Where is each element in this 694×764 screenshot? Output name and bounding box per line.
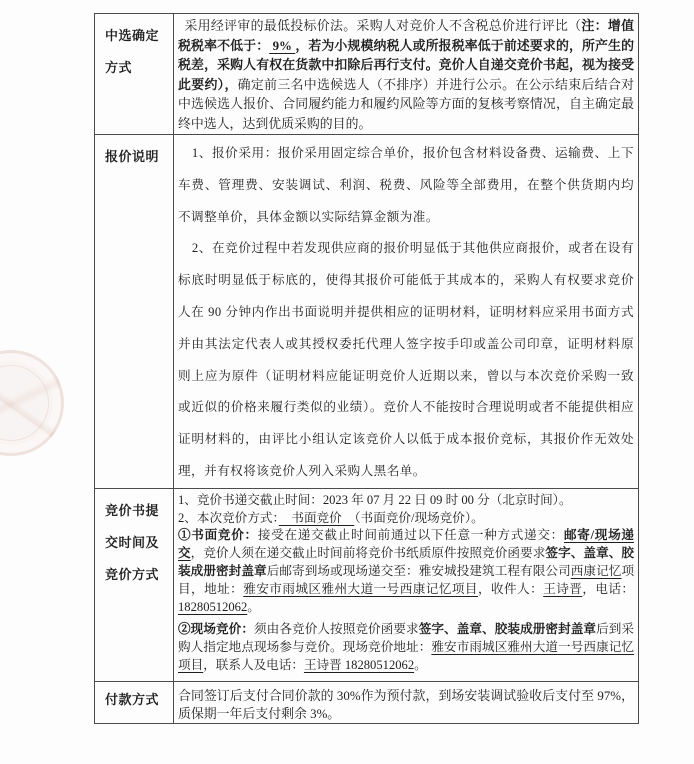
text-run: 2、本次竞价方式： <box>178 510 279 525</box>
text-run: 书面竞价 <box>278 510 355 525</box>
text-run: 1、竞价书递交截止时间：2023 年 07 月 22 日 09 时 00 分（北京时间）。 <box>178 492 572 507</box>
text-run: 王诗晋 <box>543 581 583 596</box>
text-run: 采用经评审的最低投标价法。采购人对竞价人不含税总价进行评比（ <box>184 19 582 33</box>
table-row <box>95 135 639 489</box>
text-run: 确定前三名中选候选人（不排序）并进行公示。在公示结束后结合对中选候选人报价、合同履约能力和履约风险等方面的复核考察情况，自主确定最终中选人，达到优质采购的目的。 <box>178 77 634 131</box>
document-table-body <box>95 14 639 724</box>
text-run: ，竞价人须在递交截止时间前将竞价书纸质原件按照竞价函要求 <box>190 546 546 561</box>
paragraph <box>178 621 634 674</box>
row-label: 报价说明 <box>105 149 160 164</box>
row-content-cell <box>174 488 639 681</box>
row-label: 付款方式 <box>105 691 160 707</box>
text-run: 后到采购人指定地点现场参与竞价。现场竞价地址： <box>178 622 635 655</box>
text-run: 接受在递交截止时间前通过以下任意一种方式递交： <box>257 528 564 543</box>
table-row <box>95 681 639 723</box>
text-run: 王诗晋 18280512062 <box>303 657 415 672</box>
paragraph <box>178 527 634 616</box>
paragraph <box>178 492 634 510</box>
row-label: 中选确定方式 <box>105 28 160 75</box>
row-label-cell <box>95 135 174 489</box>
paragraph <box>178 233 634 487</box>
row-content-cell <box>174 681 639 723</box>
text-run: 9% <box>269 38 296 53</box>
text-run: 须由各竞价人按照竞价函要求 <box>254 622 419 637</box>
text-run: 注：增值税税率不低于： <box>178 19 635 53</box>
paragraph <box>178 510 634 528</box>
row-content-cell <box>174 14 639 135</box>
text-run: 签字、盖章、胶装成册密封盖章 <box>178 546 635 578</box>
text-run: 后邮寄到场或现场递交至：雅安城投建筑工程有限公司 <box>266 563 571 578</box>
text-run: 雅安市雨城区雅州大道一号西康记忆项目 <box>178 640 635 672</box>
text-run: 签字、盖章、胶装成册密封盖章 <box>418 622 597 637</box>
row-content-cell <box>174 135 639 489</box>
round-seal-watermark <box>0 350 64 456</box>
text-run: ②现场竞价： <box>178 622 255 637</box>
table-row <box>95 488 639 681</box>
text-run: 18280512062 <box>178 599 248 614</box>
text-run: 。 <box>247 599 260 614</box>
text-run: 2、在竞价过程中若发现供应商的报价明显低于其他供应商报价，或者在设有标底时明显低于标底的，使得其报价可能低于其成本的，采购人有权要求竞价人在 90 分钟内作出书面说明并提供相应的证明材料，证明材料应采用书面方式并由其法定代表人或其授权委托代理人签字按手印或盖公司印章，证明材料原则上应为原件（证明材料应能证明竞价人近期以来，曾以与本次竞价采购一致或近似的价格来履行类似的业绩）。竞价人不能按时合理说明或者不能提供相应证明材料的，由评比小组认定该竞价人以低于成本报价竞标，其报价作无效处理，并有权将该竞价人列入采购人黑名单。 <box>178 241 634 478</box>
table-row <box>95 14 639 135</box>
paragraph <box>178 687 634 723</box>
text-run: 西康记忆 <box>570 563 622 578</box>
text-run: 邮寄/现场递交 <box>178 528 635 561</box>
text-run: 1、报价采用：报价采用固定综合单价，报价包含材料设备费、运输费、上下车费、管理费、安装调试、利润、税费、风险等全部费用，在整个供货期内均不调整单价，具体金额以实际结算金额为准。 <box>178 146 634 224</box>
text-run: 雅安市雨城区雅州大道一号西康记忆项目 <box>243 581 478 596</box>
text-run: ，电话： <box>582 581 635 596</box>
text-run: ①书面竞价： <box>178 528 258 543</box>
text-run: （书面竞价/现场竞价）。 <box>354 510 484 525</box>
row-label: 竞价书提交时间及竞价方式 <box>105 502 160 582</box>
text-run: ，联系人及电话： <box>203 657 304 672</box>
text-run: 项目，地址： <box>178 563 635 596</box>
row-label-cell <box>95 681 174 723</box>
paragraph <box>178 138 634 233</box>
text-run: ，若为小规模纳税人或所报税率低于前述要求的，所产生的税差，采购人有权在货款中扣除后再行支付。竞价人自递交竞价书起，视为接受此要约）， <box>178 38 635 92</box>
text-run: 。 <box>414 657 427 672</box>
text-run: ，收件人： <box>477 581 544 596</box>
text-run: 合同签订后支付合同价款的 30%作为预付款，到场安装调试验收后支付至 97%，质保期一年后支付剩余 3%。 <box>178 688 634 721</box>
row-label-cell <box>95 488 174 681</box>
paragraph <box>178 17 634 134</box>
row-label-cell <box>95 14 174 135</box>
document-table <box>94 13 639 724</box>
